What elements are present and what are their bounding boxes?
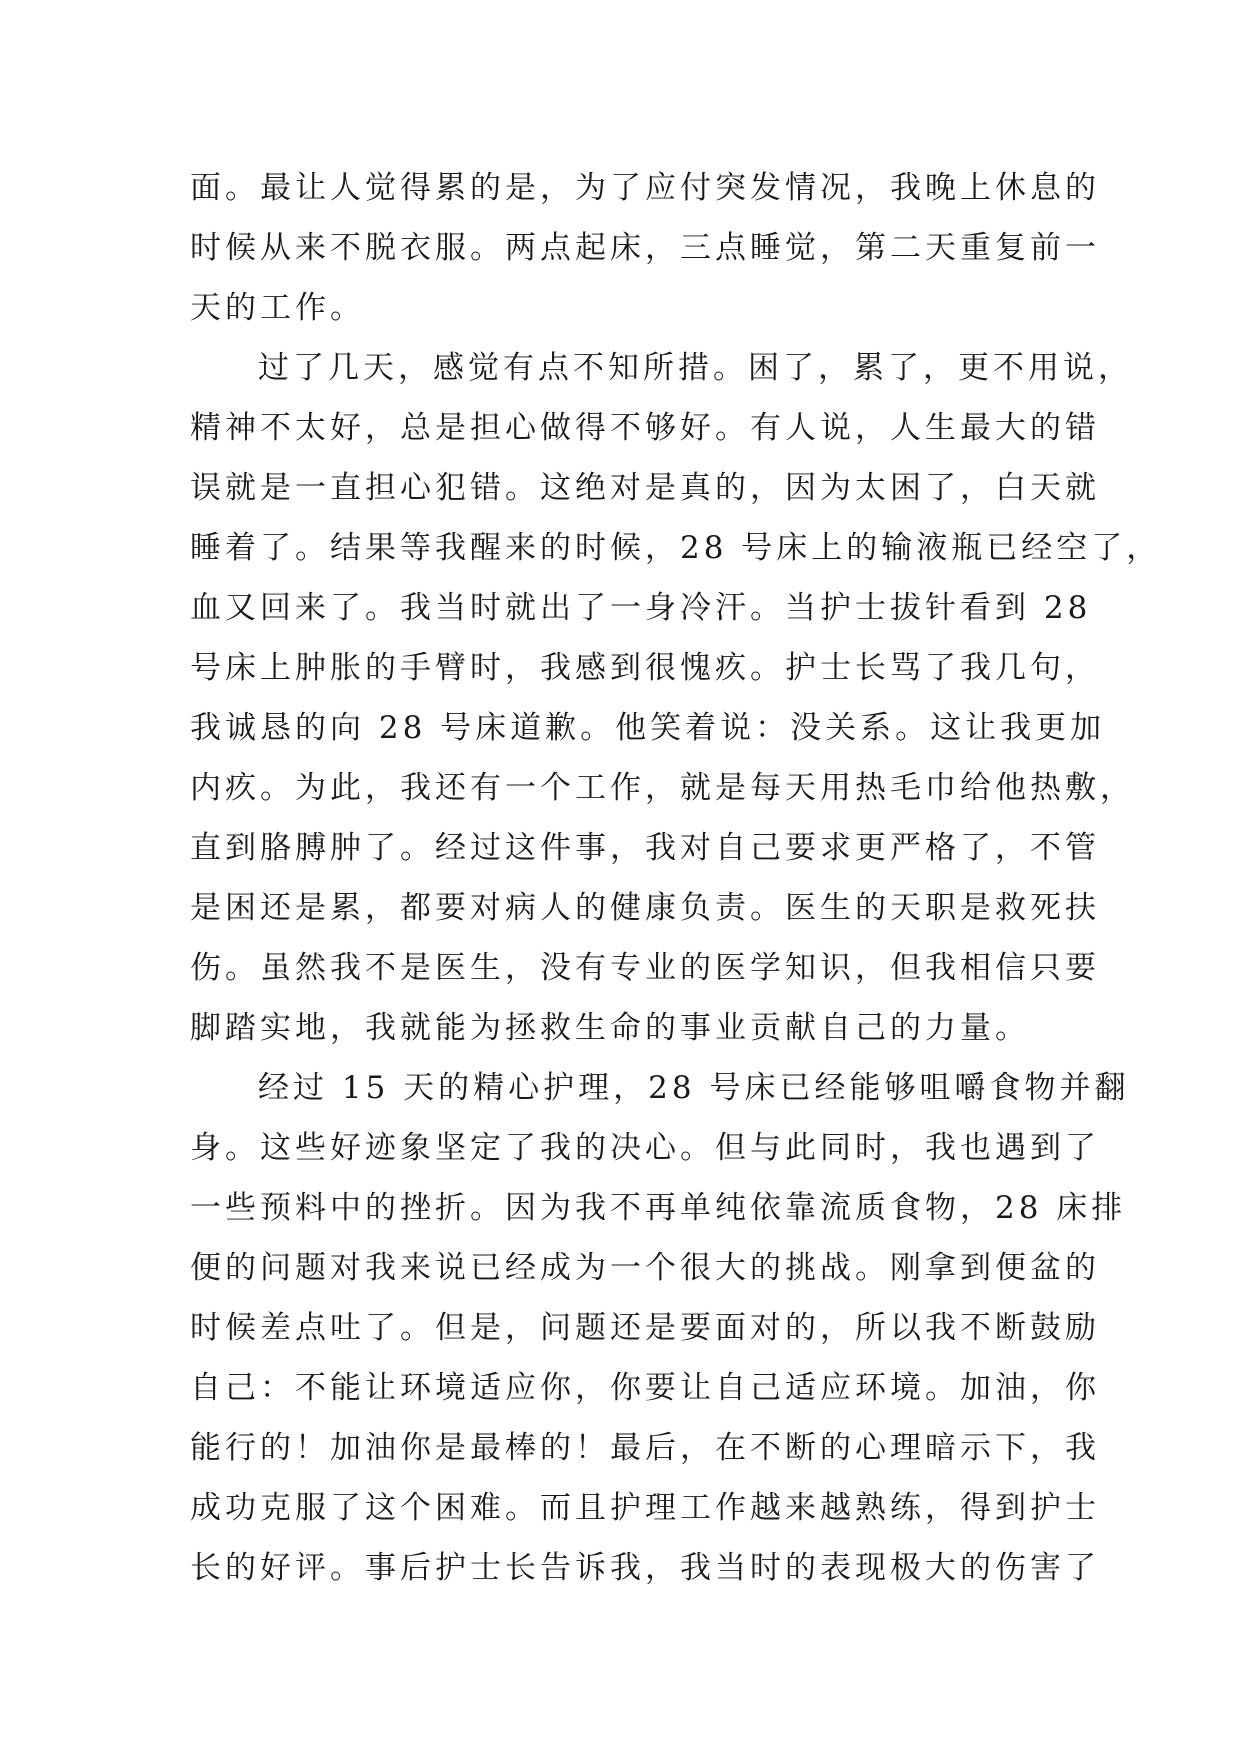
text-line: 误就是一直担心犯错。这绝对是真的，因为太困了，白天就 <box>190 470 1100 506</box>
text-line: 过了几天，感觉有点不知所措。困了，累了，更不用说， <box>258 350 1133 386</box>
text-line: 经过 15 天的精心护理，28 号床已经能够咀嚼食物并翻 <box>258 1070 1130 1106</box>
text-line: 自己：不能让环境适应你，你要让自己适应环境。加油，你 <box>190 1370 1100 1406</box>
document-body <box>190 158 1162 1598</box>
text-line: 成功克服了这个困难。而且护理工作越来越熟练，得到护士 <box>190 1490 1100 1526</box>
text-line: 身。这些好迹象坚定了我的决心。但与此同时，我也遇到了 <box>190 1130 1100 1166</box>
text-line: 便的问题对我来说已经成为一个很大的挑战。刚拿到便盆的 <box>190 1250 1100 1286</box>
text-line: 时候从来不脱衣服。两点起床，三点睡觉，第二天重复前一 <box>190 230 1100 266</box>
text-line: 是困还是累，都要对病人的健康负责。医生的天职是救死扶 <box>190 890 1100 926</box>
text-line: 伤。虽然我不是医生，没有专业的医学知识，但我相信只要 <box>190 950 1100 986</box>
text-line: 脚踏实地，我就能为拯救生命的事业贡献自己的力量。 <box>190 1010 1030 1046</box>
text-line: 血又回来了。我当时就出了一身冷汗。当护士拔针看到 28 <box>190 590 1092 626</box>
text-line: 我诚恳的向 28 号床道歉。他笑着说：没关系。这让我更加 <box>190 710 1106 746</box>
text-line: 号床上肿胀的手臂时，我感到很愧疚。护士长骂了我几句， <box>190 650 1100 686</box>
text-line: 面。最让人觉得累的是，为了应付突发情况，我晚上休息的 <box>190 170 1100 206</box>
text-line: 时候差点吐了。但是，问题还是要面对的，所以我不断鼓励 <box>190 1310 1100 1346</box>
text-line: 一些预料中的挫折。因为我不再单纯依靠流质食物，28 床排 <box>190 1190 1127 1226</box>
text-line: 直到胳膊肿了。经过这件事，我对自己要求更严格了，不管 <box>190 830 1100 866</box>
text-line: 长的好评。事后护士长告诉我，我当时的表现极大的伤害了 <box>190 1550 1100 1586</box>
text-line: 内疚。为此，我还有一个工作，就是每天用热毛巾给他热敷， <box>190 770 1135 806</box>
text-line: 天的工作。 <box>190 290 365 326</box>
text-line: 精神不太好，总是担心做得不够好。有人说，人生最大的错 <box>190 410 1100 446</box>
text-line: 睡着了。结果等我醒来的时候，28 号床上的输液瓶已经空了， <box>190 530 1162 566</box>
text-line: 能行的！加油你是最棒的！最后，在不断的心理暗示下，我 <box>190 1430 1100 1466</box>
